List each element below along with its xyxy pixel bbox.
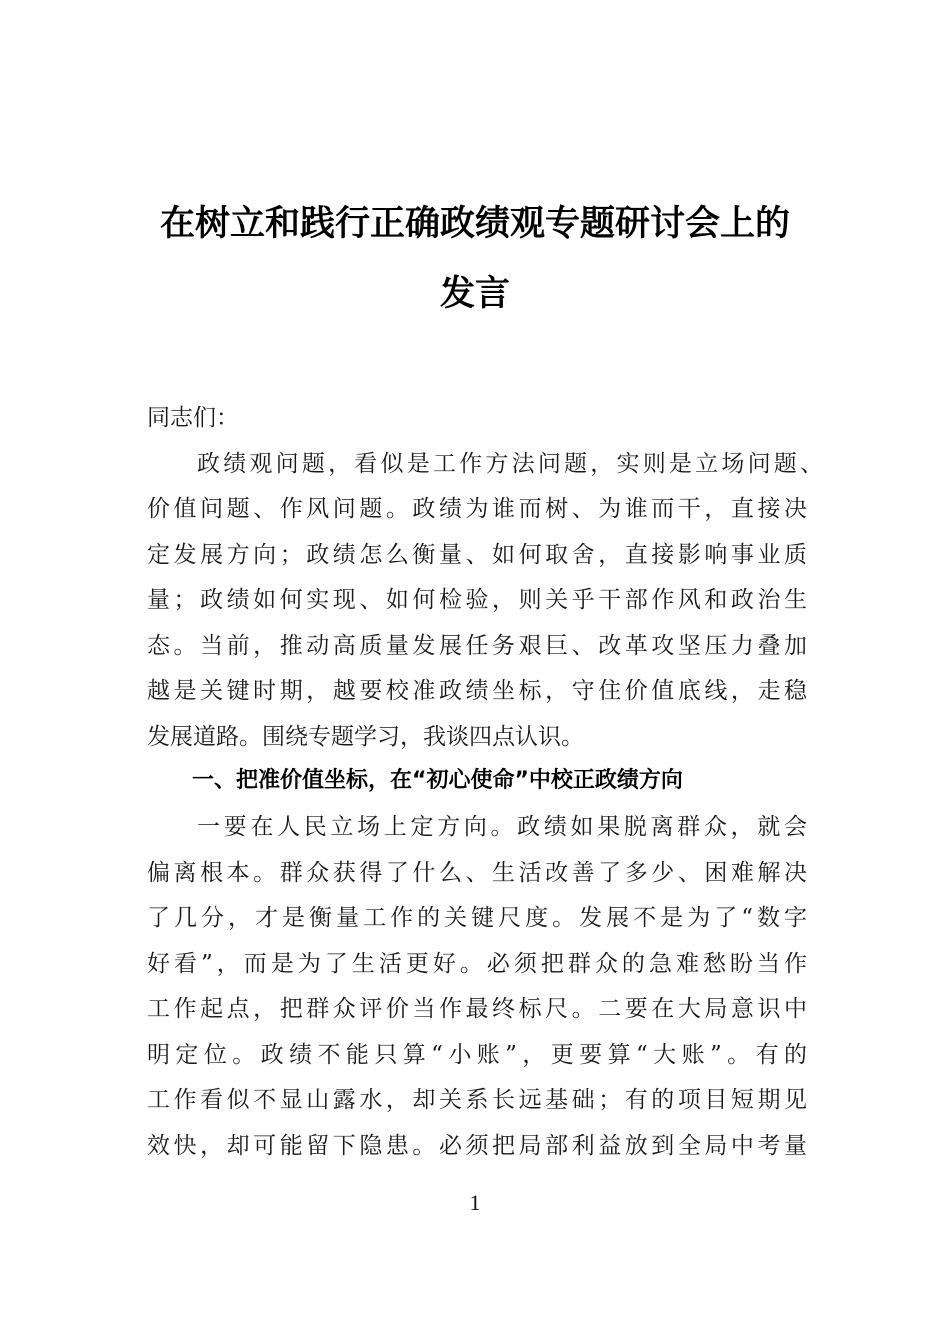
paragraph-line: 发展道路。围绕专题学习，我谈四点认识。 (147, 724, 584, 750)
salutation: 同志们： (147, 405, 239, 431)
paragraph-line: 一要在人民立场上定方向。政绩如果脱离群众，就会 (197, 814, 807, 840)
document-title-line-2: 发言 (439, 273, 510, 314)
paragraph-line: 工作起点，把群众评价当作最终标尺。二要在大局意识中 (147, 996, 807, 1022)
section-heading: 一、把准价值坐标，在“初心使命”中校正政绩方向 (192, 768, 683, 793)
paragraph-line: 价值问题、作风问题。政绩为谁而树、为谁而干，直接决 (147, 496, 807, 522)
paragraph-line: 偏离根本。群众获得了什么、生活改善了多少、困难解决 (147, 860, 807, 886)
paragraph-line: 工作看似不显山露水，却关系长远基础；有的项目短期见 (147, 1087, 807, 1113)
page-number: 1 (469, 1190, 481, 1215)
paragraph-line: 好看”，而是为了生活更好。必须把群众的急难愁盼当作 (147, 951, 807, 977)
paragraph-line: 态。当前，推动高质量发展任务艰巨、改革攻坚压力叠加 (147, 633, 807, 659)
paragraph-line: 政绩观问题，看似是工作方法问题，实则是立场问题、 (197, 451, 823, 477)
paragraph-line: 效快，却可能留下隐患。必须把局部利益放到全局中考量 (147, 1133, 807, 1159)
paragraph-line: 越是关键时期，越要校准政绩坐标，守住价值底线，走稳 (147, 678, 807, 704)
paragraph-line: 了几分，才是衡量工作的关键尺度。发展不是为了“数字 (147, 905, 807, 931)
paragraph-line: 明定位。政绩不能只算“小账”，更要算“大账”。有的 (147, 1042, 807, 1068)
paragraph-line: 定发展方向；政绩怎么衡量、如何取舍，直接影响事业质 (147, 542, 807, 568)
document-title-line-1: 在树立和践行正确政绩观专题研讨会上的 (159, 203, 790, 244)
paragraph-line: 量；政绩如何实现、如何检验，则关乎干部作风和政治生 (147, 587, 807, 613)
